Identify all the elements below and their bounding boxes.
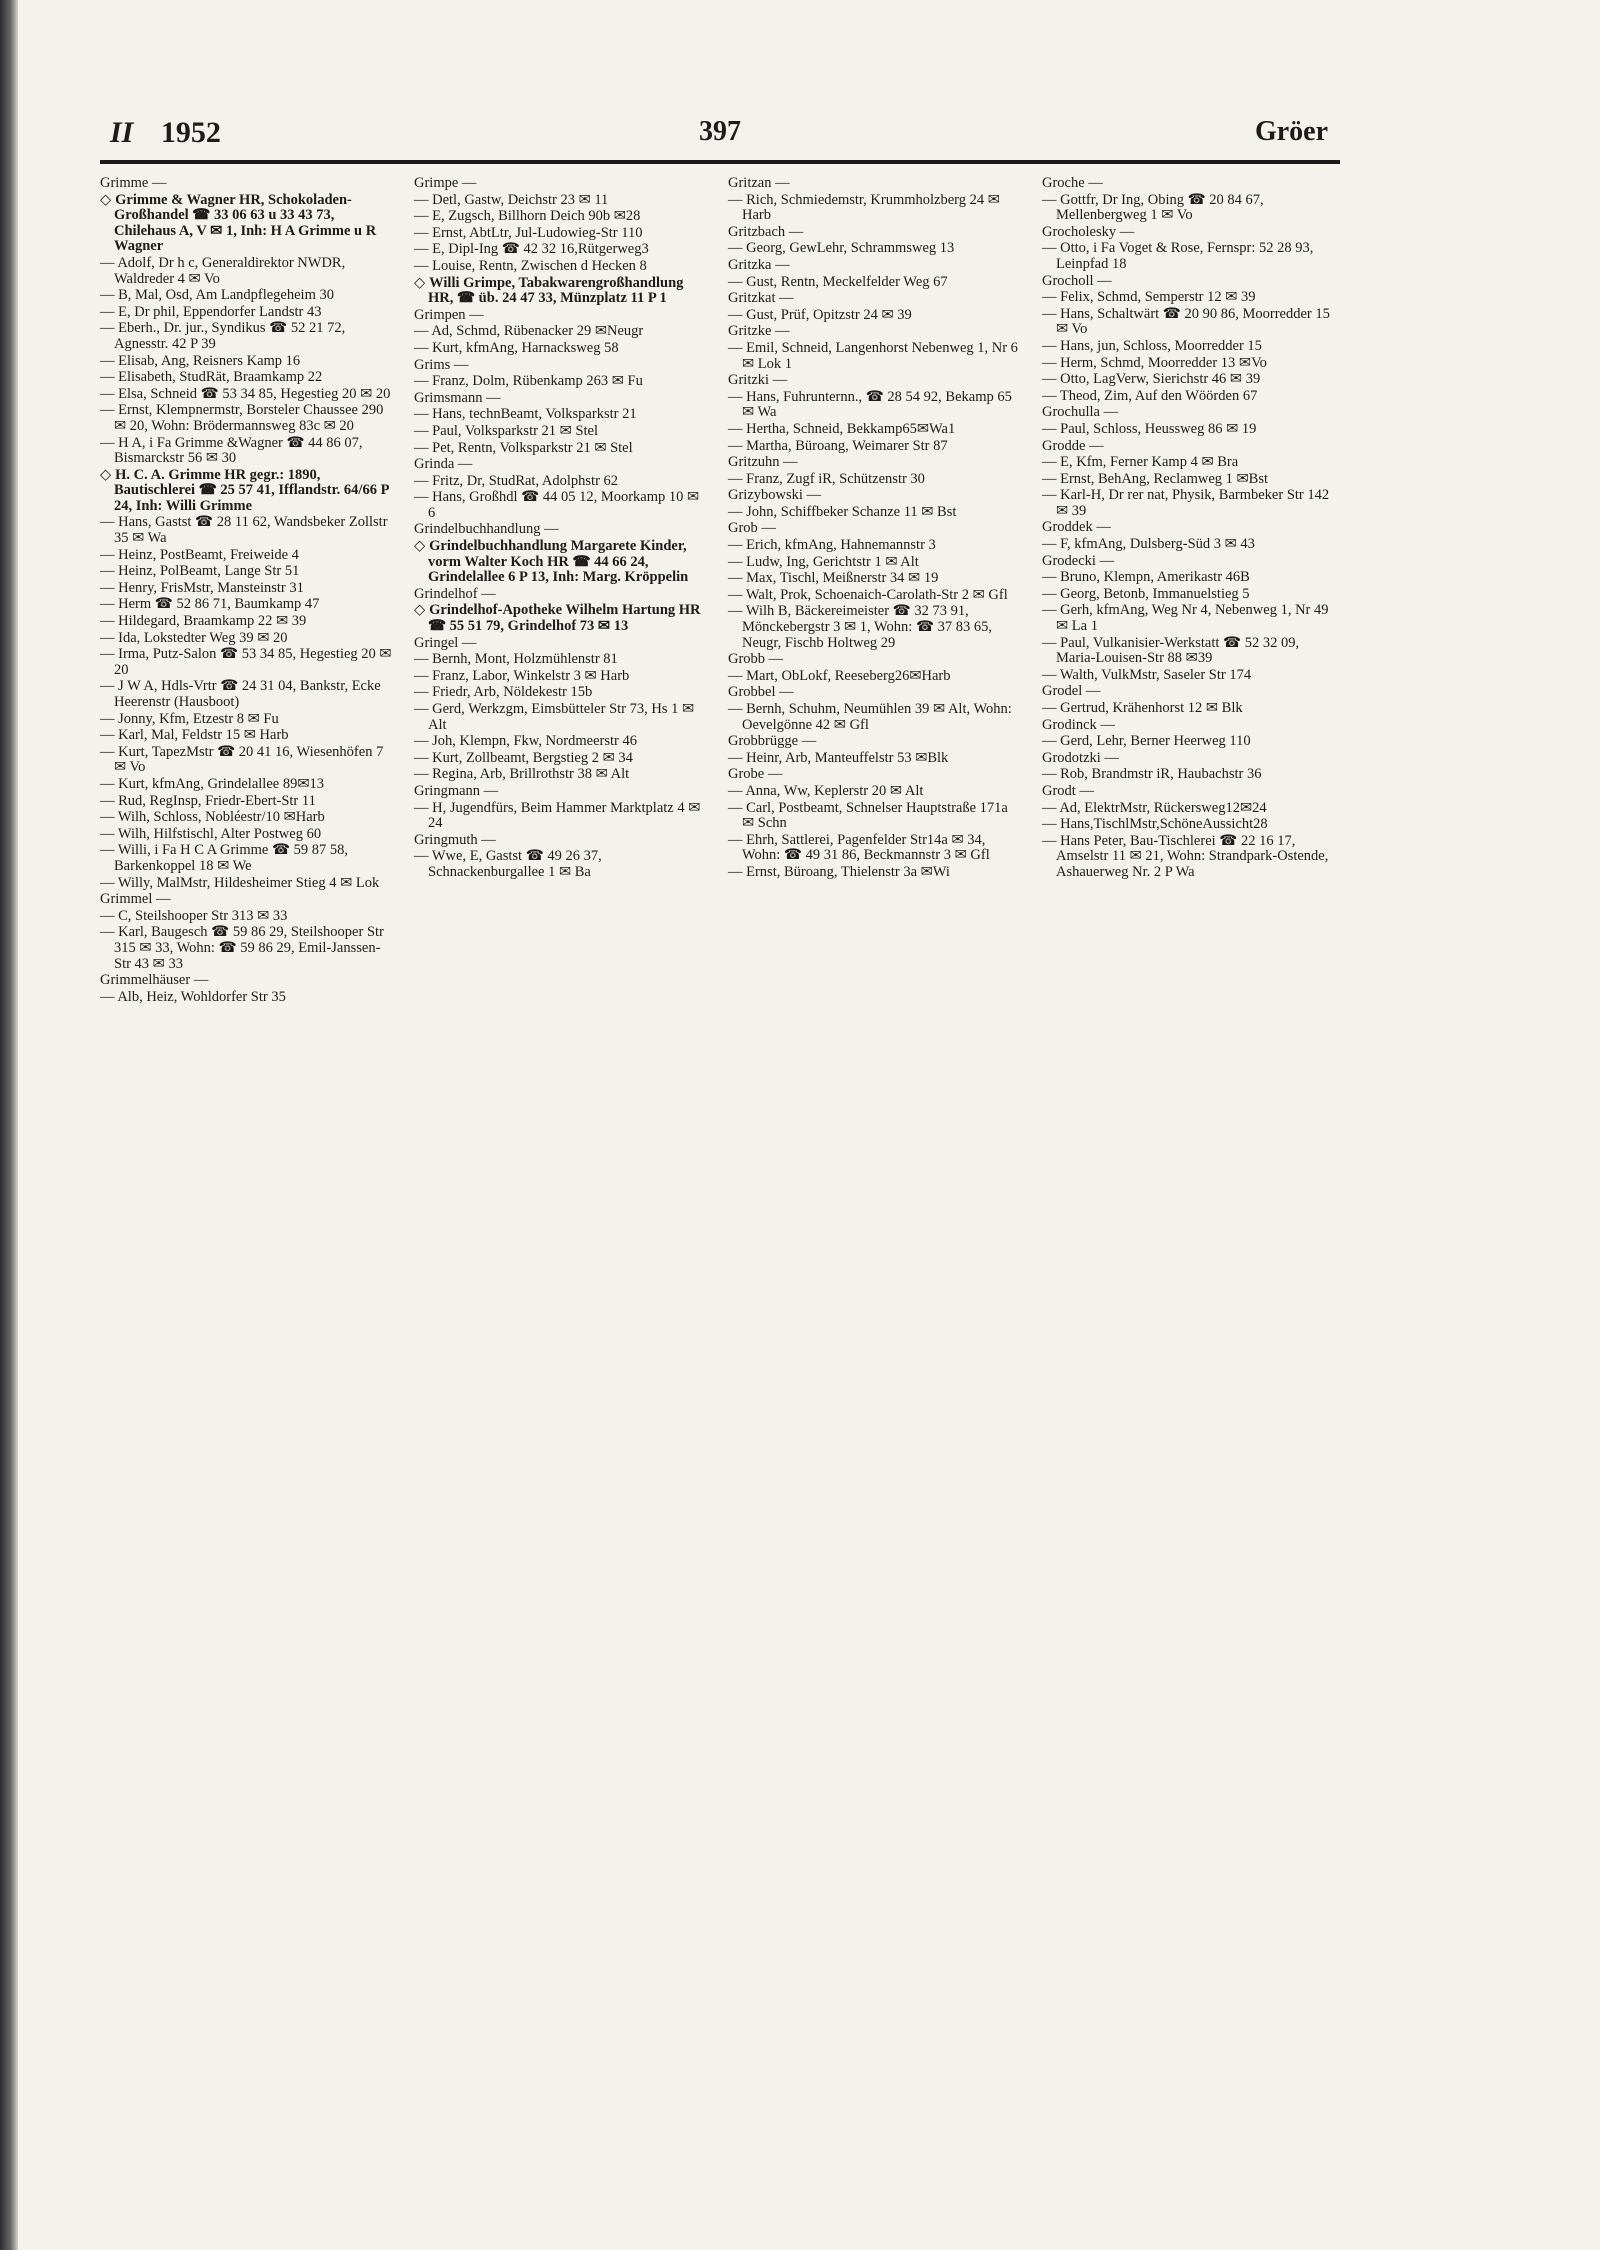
directory-entry (100, 614, 392, 630)
entry-text: H. C. A. Grimme HR gegr.: 1890, Bautischlerei ☎ 25 57 41, Ifflandstr. 64/66 P 24, Inh: Willi Grimme (114, 466, 389, 514)
entry-text: — Eberh., Dr. jur., Syndikus ☎ 52 21 72, Agnesstr. 42 P 39 (100, 320, 346, 352)
entry-text: — F, kfmAng, Dulsberg-Süd 3 ✉ 43 (1042, 536, 1255, 553)
directory-entry (728, 555, 1020, 571)
directory-entry (1042, 668, 1334, 684)
directory-entry (100, 647, 392, 678)
book-spine (0, 0, 18, 2250)
surname-heading (414, 636, 706, 652)
directory-entry (414, 801, 706, 832)
directory-entry (414, 209, 706, 225)
directory-entry (728, 833, 1020, 864)
entry-text: — Gerd, Lehr, Berner Heerweg 110 (1042, 733, 1251, 750)
entry-text: — Gerh, kfmAng, Weg Nr 4, Nebenweg 1, Nr 49 ✉ La 1 (1042, 602, 1329, 635)
entry-text: — Ad, ElektrMstr, Rückersweg12✉24 (1042, 799, 1267, 816)
entry-text: — Hans, Fuhrunternn., ☎ 28 54 92, Bekamp 65 ✉ Wa (728, 388, 1012, 421)
entry-text: — Louise, Rentn, Zwischen d Hecken 8 (414, 257, 647, 274)
directory-entry (1042, 636, 1334, 667)
directory-entry (414, 324, 706, 340)
entry-text: — Rich, Schmiedemstr, Krummholzberg 24 ✉ Harb (728, 191, 1000, 224)
entry-text: Grindelbuchhandlung Margarete Kinder, vorm Walter Koch HR ☎ 44 66 24, Grindelallee 6 P 13, Inh: Marg. Kröppelin (428, 538, 689, 586)
entry-text: — Walt, Prok, Schoenaich-Carolath-Str 2 ✉ Gfl (728, 586, 1008, 603)
entry-text: Grimpen — (414, 306, 484, 323)
directory-entry (1042, 734, 1334, 750)
entry-text: — Karl-H, Dr rer nat, Physik, Barmbeker Str 142 ✉ 39 (1042, 487, 1330, 519)
surname-heading (728, 767, 1020, 783)
surname-heading (414, 358, 706, 374)
directory-entry (414, 259, 706, 275)
entry-text: — Rob, Brandmstr iR, Haubachstr 36 (1042, 766, 1262, 783)
directory-entry (728, 702, 1020, 733)
entry-text: Grochulla — (1042, 404, 1119, 421)
directory-entry (100, 288, 392, 304)
directory-entry (728, 341, 1020, 372)
entry-text: — Herm ☎ 52 86 71, Baumkamp 47 (100, 596, 320, 613)
entry-text: Grims — (414, 356, 469, 373)
entry-text: — Paul, Vulkanisier-Werkstatt ☎ 52 32 09, Maria-Louisen-Str 88 ✉39 (1042, 634, 1300, 667)
entry-text: Grimpe — (414, 175, 477, 191)
directory-entry (414, 490, 706, 521)
entry-text: — Hans,TischlMstr,SchöneAussicht28 (1042, 816, 1268, 833)
entry-text: Groddek — (1042, 519, 1111, 536)
directory-entry (1042, 701, 1334, 717)
entry-text: — Hans, Schaltwärt ☎ 20 90 86, Moorredder 15 ✉ Vo (1042, 305, 1330, 338)
directory-entry (1042, 241, 1334, 272)
surname-heading (728, 521, 1020, 537)
entry-text: — Ernst, Büroang, Thielenstr 3a ✉Wi (728, 863, 950, 880)
entry-text: — Hans, Gastst ☎ 28 11 62, Wandsbeker Zollstr 35 ✉ Wa (100, 514, 388, 547)
directory-entry (1042, 372, 1334, 388)
entry-text: — Bruno, Klempn, Amerikastr 46B (1042, 569, 1250, 586)
entry-text: — Fritz, Dr, StudRat, Adolphstr 62 (414, 472, 619, 489)
firm-entry (414, 603, 706, 634)
surname-heading (1042, 225, 1334, 241)
directory-entry (100, 745, 392, 776)
directory-entry (414, 193, 706, 209)
volume-number: II (110, 116, 134, 149)
entry-text: — Otto, LagVerw, Sierichstr 46 ✉ 39 (1042, 371, 1261, 388)
surname-heading (414, 784, 706, 800)
directory-entry (1042, 389, 1334, 405)
entry-text: — Martha, Büroang, Weimarer Str 87 (728, 437, 948, 454)
entry-text: — Paul, Schloss, Heussweg 86 ✉ 19 (1042, 420, 1257, 437)
entry-text: — Detl, Gastw, Deichstr 23 ✉ 11 (414, 191, 609, 208)
entry-text: — Gottfr, Dr Ing, Obing ☎ 20 84 67, Mellenbergweg 1 ✉ Vo (1042, 191, 1264, 224)
entry-text: — Elisab, Ang, Reisners Kamp 16 (100, 352, 301, 369)
surname-heading (100, 973, 392, 989)
entry-text: — Kurt, kfmAng, Grindelallee 89✉13 (100, 775, 324, 792)
entry-text: Grodecki — (1042, 552, 1115, 569)
directory-entry (414, 685, 706, 701)
directory-entry (414, 226, 706, 242)
entry-text: — Karl, Mal, Feldstr 15 ✉ Harb (100, 727, 289, 744)
surname-heading (414, 522, 706, 538)
directory-entry (100, 843, 392, 874)
directory-entry (728, 604, 1020, 651)
directory-entry (1042, 801, 1334, 817)
directory-entry (100, 909, 392, 925)
entry-text: — Elsa, Schneid ☎ 53 34 85, Hegestieg 20 ✉ 20 (100, 385, 391, 402)
directory-entry (100, 728, 392, 744)
directory-entry (1042, 570, 1334, 586)
directory-entry (728, 751, 1020, 767)
entry-text: — Wilh, Schloss, Nobléestr/10 ✉Harb (100, 809, 325, 826)
entry-text: Grobb — (728, 651, 784, 668)
directory-entry (100, 777, 392, 793)
entry-text: Grindelhof — (414, 585, 496, 602)
entry-text: — Franz, Dolm, Rübenkamp 263 ✉ Fu (414, 373, 643, 390)
entry-text: — Georg, Betonb, Immanuelstieg 5 (1042, 585, 1250, 602)
directory-entry (728, 390, 1020, 421)
directory-entry (100, 712, 392, 728)
entry-text: — Hans, Großhdl ☎ 44 05 12, Moorkamp 10 ✉ 6 (414, 489, 700, 521)
directory-entry (100, 581, 392, 597)
directory-entry (100, 436, 392, 467)
directory-entry (728, 193, 1020, 224)
entry-text: — Gust, Prüf, Opitzstr 24 ✉ 39 (728, 306, 912, 323)
entry-text: Gritzbach — (728, 223, 804, 240)
diamond-icon: ◇ (100, 466, 112, 483)
directory-entry (414, 849, 706, 880)
surname-heading (414, 391, 706, 407)
entry-text: Grimsmann — (414, 389, 501, 406)
directory-entry (1042, 834, 1334, 881)
entry-text: Gritzke — (728, 323, 790, 340)
entry-text: — B, Mal, Osd, Am Landpflegeheim 30 (100, 287, 334, 304)
entry-text: — Alb, Heiz, Wohldorfer Str 35 (100, 988, 286, 1005)
surname-heading (414, 308, 706, 324)
entry-text: — Kurt, TapezMstr ☎ 20 41 16, Wiesenhöfen 7 ✉ Vo (100, 743, 384, 776)
directory-entry (100, 794, 392, 810)
directory-entry (728, 472, 1020, 488)
directory-entry (100, 515, 392, 546)
directory-entry (1042, 603, 1334, 634)
entry-text: Grodel — (1042, 683, 1101, 700)
directory-entry (414, 424, 706, 440)
entry-text: — Heinz, PostBeamt, Freiweide 4 (100, 546, 299, 563)
entry-text: — Henry, FrisMstr, Mansteinstr 31 (100, 579, 304, 596)
directory-entry (728, 275, 1020, 291)
entry-text: — Max, Tischl, Meißnerstr 34 ✉ 19 (728, 570, 939, 587)
surname-heading (414, 587, 706, 603)
entry-text: — E, Kfm, Ferner Kamp 4 ✉ Bra (1042, 454, 1239, 471)
entry-text: Grimmel — (100, 891, 171, 908)
surname-heading (1042, 176, 1334, 192)
entry-text: — Paul, Volksparkstr 21 ✉ Stel (414, 422, 599, 439)
directory-entry (100, 321, 392, 352)
entry-text: — Kurt, kfmAng, Harnacksweg 58 (414, 339, 619, 356)
entry-text: — Ernst, BehAng, Reclamweg 1 ✉Bst (1042, 470, 1268, 487)
directory-entry (1042, 307, 1334, 338)
entry-text: Gritzkat — (728, 290, 794, 307)
directory-entry (728, 308, 1020, 324)
year: 1952 (160, 116, 221, 149)
entry-text: — Gertrud, Krähenhorst 12 ✉ Blk (1042, 700, 1243, 716)
page-number: 397 (699, 116, 741, 147)
directory-entry (414, 441, 706, 457)
directory-entry (1042, 422, 1334, 438)
entry-text: — Willi, i Fa H C A Grimme ☎ 59 87 58, Barkenkoppel 18 ✉ We (100, 842, 349, 874)
directory-entry (728, 588, 1020, 604)
entry-text: Grodde — (1042, 437, 1104, 454)
directory-columns (100, 176, 1340, 1006)
entry-text: — Anna, Ww, Keplerstr 20 ✉ Alt (728, 782, 924, 799)
entry-text: Grimme & Wagner HR, Schokoladen-Großhandel ☎ 33 06 63 u 33 43 73, Chilehaus A, V ✉ 1, Inh: H A Grimme u R Wagner (114, 191, 377, 255)
entry-text: — H, Jugendfürs, Beim Hammer Marktplatz 4 ✉ 24 (414, 799, 701, 832)
surname-heading (1042, 520, 1334, 536)
entry-text: — Wwe, E, Gastst ☎ 49 26 37, Schnackenburgallee 1 ✉ Ba (414, 848, 602, 880)
entry-text: — Rud, RegInsp, Friedr-Ebert-Str 11 (100, 792, 316, 809)
surname-heading (1042, 439, 1334, 455)
column-3 (728, 176, 1020, 1006)
surname-heading (1042, 274, 1334, 290)
entry-text: — Bernh, Mont, Holzmühlenstr 81 (414, 651, 618, 668)
entry-text: Gringel — (414, 634, 477, 651)
directory-entry (1042, 817, 1334, 833)
directory-entry (1042, 339, 1334, 355)
surname-heading (414, 176, 706, 192)
surname-heading (728, 652, 1020, 668)
firm-entry (100, 193, 392, 255)
directory-entry (100, 925, 392, 972)
diamond-icon: ◇ (100, 191, 112, 208)
entry-text: — Theod, Zim, Auf den Wöörden 67 (1042, 387, 1258, 404)
directory-entry (414, 702, 706, 733)
surname-heading (1042, 684, 1334, 700)
entry-text: — Karl, Baugesch ☎ 59 86 29, Steilshooper Str 315 ✉ 33, Wohn: ☎ 59 86 29, Emil-Janssen-Str 43 ✉ 33 (100, 924, 384, 972)
entry-text: — Heinr, Arb, Manteuffelstr 53 ✉Blk (728, 749, 949, 766)
surname-heading (414, 457, 706, 473)
entry-text: — Franz, Labor, Winkelstr 3 ✉ Harb (414, 667, 630, 684)
entry-text: Grob — (728, 520, 776, 537)
entry-text: — Felix, Schmd, Semperstr 12 ✉ 39 (1042, 289, 1256, 306)
directory-entry (728, 505, 1020, 521)
entry-text: — Otto, i Fa Voget & Rose, Fernspr: 52 28 93, Leinpfad 18 (1042, 240, 1314, 272)
directory-entry (100, 305, 392, 321)
entry-text: Gringmuth — (414, 831, 496, 848)
surname-heading (728, 291, 1020, 307)
entry-text: — J W A, Hdls-Vrtr ☎ 24 31 04, Bankstr, Ecke Heerenstr (Hausboot) (100, 678, 381, 710)
entry-text: Groche — (1042, 175, 1103, 191)
surname-heading (728, 373, 1020, 389)
diamond-icon: ◇ (414, 538, 426, 555)
directory-entry (728, 865, 1020, 881)
surname-heading (1042, 784, 1334, 800)
directory-entry (728, 669, 1020, 685)
surname-heading (728, 455, 1020, 471)
surname-heading (728, 488, 1020, 504)
entry-text: — Georg, GewLehr, Schrammsweg 13 (728, 240, 955, 257)
directory-entry (728, 538, 1020, 554)
directory-entry (1042, 193, 1334, 224)
directory-entry (100, 631, 392, 647)
entry-text: — Hans, jun, Schloss, Moorredder 15 (1042, 337, 1262, 354)
directory-entry (728, 801, 1020, 832)
directory-entry (100, 564, 392, 580)
directory-entry (414, 767, 706, 783)
entry-text: — Mart, ObLokf, Reeseberg26✉Harb (728, 667, 951, 684)
entry-text: — Herm, Schmd, Moorredder 13 ✉Vo (1042, 354, 1267, 371)
entry-text: — Willy, MalMstr, Hildesheimer Stieg 4 ✉ Lok (100, 874, 380, 891)
entry-text: — Kurt, Zollbeamt, Bergstieg 2 ✉ 34 (414, 749, 633, 766)
entry-text: — Franz, Zugf iR, Schützenstr 30 (728, 470, 925, 487)
surname-heading (1042, 751, 1334, 767)
entry-text: — H A, i Fa Grimme &Wagner ☎ 44 86 07, Bismarckstr 56 ✉ 30 (100, 434, 363, 467)
entry-text: — Ehrh, Sattlerei, Pagenfelder Str14a ✉ 34, Wohn: ☎ 49 31 86, Beckmannstr 3 ✉ Gfl (728, 831, 990, 864)
entry-text: — Elisabeth, StudRät, Braamkamp 22 (100, 369, 323, 386)
entry-text: — Hans Peter, Bau-Tischlerei ☎ 22 16 17, Amselstr 11 ✉ 21, Wohn: Strandpark-Ostende, Ashauerweg Nr. 2 P Wa (1042, 832, 1329, 880)
directory-entry (728, 439, 1020, 455)
entry-text: — C, Steilshooper Str 313 ✉ 33 (100, 907, 288, 924)
firm-entry (414, 276, 706, 307)
entry-text: Grimmelhäuser — (100, 972, 209, 989)
entry-text: Grocholl — (1042, 272, 1112, 289)
entry-text: Gritzuhn — (728, 454, 798, 471)
directory-entry (100, 679, 392, 710)
entry-text: — Erich, kfmAng, Hahnemannstr 3 (728, 537, 936, 554)
entry-text: — Walth, VulkMstr, Saseler Str 174 (1042, 666, 1252, 683)
entry-text: — E, Zugsch, Billhorn Deich 90b ✉28 (414, 208, 641, 225)
surname-heading (100, 892, 392, 908)
directory-entry (414, 341, 706, 357)
entry-text: — Bernh, Schuhm, Neumühlen 39 ✉ Alt, Wohn: Oevelgönne 42 ✉ Gfl (728, 701, 1012, 733)
entry-text: — Hertha, Schneid, Bekkamp65✉Wa1 (728, 420, 956, 437)
surname-heading (1042, 554, 1334, 570)
directory-entry (414, 374, 706, 390)
directory-entry (100, 256, 392, 287)
directory-entry (414, 407, 706, 423)
firm-entry (100, 468, 392, 515)
surname-heading (728, 324, 1020, 340)
entry-text: — Ernst, Klempnermstr, Borsteler Chaussee 290 ✉ 20, Wohn: Brödermannsweg 83c ✉ 20 (100, 402, 384, 434)
entry-text: — Irma, Putz-Salon ☎ 53 34 85, Hegestieg 20 ✉ 20 (100, 646, 392, 678)
entry-text: Grindelhof-Apotheke Wilhelm Hartung HR ☎ 55 51 79, Grindelhof 73 ✉ 13 (428, 602, 701, 635)
entry-text: — Emil, Schneid, Langenhorst Nebenweg 1, Nr 6 ✉ Lok 1 (728, 339, 1018, 372)
diamond-icon: ◇ (414, 274, 426, 291)
surname-heading (1042, 718, 1334, 734)
surname-heading (1042, 405, 1334, 421)
entry-text: Grimme — (100, 175, 167, 191)
entry-text: — Friedr, Arb, Nöldekestr 15b (414, 684, 593, 701)
column-2 (414, 176, 706, 1006)
directory-entry (100, 990, 392, 1006)
entry-text: Grindelbuchhandlung — (414, 521, 559, 538)
directory-entry (1042, 290, 1334, 306)
entry-text: Grizybowski — (728, 487, 822, 504)
entry-text: — Ernst, AbtLtr, Jul-Ludowieg-Str 110 (414, 224, 643, 241)
directory-entry (728, 571, 1020, 587)
directory-entry (1042, 537, 1334, 553)
entry-text: Grodt — (1042, 782, 1094, 799)
surname-heading (728, 734, 1020, 750)
entry-text: Gritzan — (728, 175, 790, 191)
running-head: Gröer (1254, 116, 1328, 147)
entry-text: — Joh, Klempn, Fkw, Nordmeerstr 46 (414, 733, 637, 750)
entry-text: — E, Dipl-Ing ☎ 42 32 16,Rütgerweg3 (414, 241, 649, 258)
directory-entry (414, 474, 706, 490)
directory-entry (728, 784, 1020, 800)
entry-text: Gritzki — (728, 372, 788, 389)
entry-text: — Adolf, Dr h c, Generaldirektor NWDR, Waldreder 4 ✉ Vo (100, 254, 346, 287)
entry-text: — John, Schiffbeker Schanze 11 ✉ Bst (728, 503, 957, 520)
directory-entry (100, 827, 392, 843)
directory-entry (100, 597, 392, 613)
entry-text: — Jonny, Kfm, Etzestr 8 ✉ Fu (100, 710, 279, 727)
entry-text: Gritzka — (728, 256, 790, 273)
entry-text: — Gust, Rentn, Meckelfelder Weg 67 (728, 273, 948, 290)
entry-text: Willi Grimpe, Tabakwarengroßhandlung HR, ☎ üb. 24 47 33, Münzplatz 11 P 1 (428, 274, 684, 307)
directory-entry (1042, 472, 1334, 488)
entry-text: Gringmann — (414, 782, 499, 799)
directory-entry (728, 422, 1020, 438)
directory-entry (1042, 455, 1334, 471)
entry-text: — Carl, Postbeamt, Schnelser Hauptstraße 171a ✉ Schn (728, 799, 1008, 832)
surname-heading (100, 176, 392, 192)
directory-entry (1042, 356, 1334, 372)
firm-entry (414, 539, 706, 586)
entry-text: Grobbel — (728, 684, 794, 701)
entry-text: Grocholesky — (1042, 223, 1135, 240)
entry-text: Grobe — (728, 766, 783, 783)
directory-entry (414, 734, 706, 750)
directory-entry (414, 652, 706, 668)
surname-heading (728, 258, 1020, 274)
column-4 (1042, 176, 1334, 1006)
diamond-icon: ◇ (414, 602, 426, 619)
directory-entry (100, 354, 392, 370)
entry-text: — Ad, Schmd, Rübenacker 29 ✉Neugr (414, 323, 644, 340)
entry-text: — E, Dr phil, Eppendorfer Landstr 43 (100, 303, 322, 320)
surname-heading (728, 176, 1020, 192)
directory-entry (414, 242, 706, 258)
entry-text: Grodinck — (1042, 716, 1115, 733)
surname-heading (728, 685, 1020, 701)
directory-entry (100, 403, 392, 434)
entry-text: — Wilh B, Bäckereimeister ☎ 32 73 91, Mönckebergstr 3 ✉ 1, Wohn: ☎ 37 83 65, Neugr, Fischb Holtweg 29 (728, 603, 993, 651)
entry-text: — Heinz, PolBeamt, Lange Str 51 (100, 563, 300, 580)
directory-entry (100, 548, 392, 564)
entry-text: — Ida, Lokstedter Weg 39 ✉ 20 (100, 629, 288, 646)
entry-text: — Hildegard, Braamkamp 22 ✉ 39 (100, 613, 307, 630)
entry-text: — Ludw, Ing, Gerichtstr 1 ✉ Alt (728, 553, 919, 570)
surname-heading (414, 833, 706, 849)
entry-text: — Hans, technBeamt, Volksparkstr 21 (414, 406, 637, 423)
directory-entry (100, 876, 392, 892)
directory-entry (1042, 767, 1334, 783)
column-1 (100, 176, 392, 1006)
directory-entry (414, 751, 706, 767)
entry-text: Grinda — (414, 456, 473, 473)
entry-text: — Regina, Arb, Brillrothstr 38 ✉ Alt (414, 766, 630, 783)
directory-entry (1042, 488, 1334, 519)
entry-text: — Wilh, Hilfstischl, Alter Postweg 60 (100, 825, 322, 842)
directory-entry (728, 241, 1020, 257)
directory-entry (100, 810, 392, 826)
directory-entry (100, 387, 392, 403)
directory-entry (1042, 587, 1334, 603)
page-header (100, 110, 1340, 164)
entry-text: — Pet, Rentn, Volksparkstr 21 ✉ Stel (414, 439, 633, 456)
entry-text: Grodotzki — (1042, 749, 1119, 766)
directory-entry (100, 370, 392, 386)
surname-heading (728, 225, 1020, 241)
entry-text: — Gerd, Werkzgm, Eimsbütteler Str 73, Hs 1 ✉ Alt (414, 701, 695, 733)
entry-text: Grobbrügge — (728, 733, 817, 750)
directory-page (100, 110, 1340, 2200)
directory-entry (414, 669, 706, 685)
